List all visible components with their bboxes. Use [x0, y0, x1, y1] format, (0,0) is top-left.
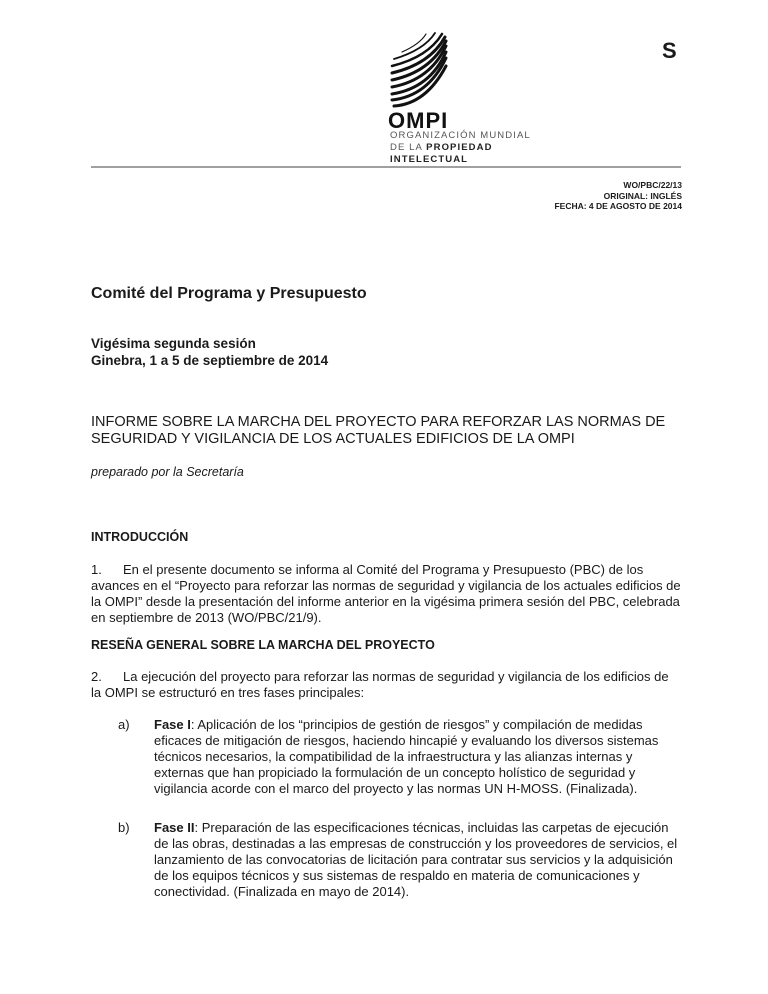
paragraph-number: 1. — [91, 562, 102, 577]
committee-name: Comité del Programa y Presupuesto — [91, 285, 367, 302]
paragraph-1 — [91, 562, 681, 626]
logo-subtitle: ORGANIZACIÓN MUNDIAL DE LA PROPIEDAD INTELECTUAL — [390, 130, 531, 165]
list-label: b) — [118, 820, 130, 835]
document-symbol: WO/PBC/22/13 — [623, 180, 682, 190]
list-item-phase-2 — [118, 820, 678, 900]
document-date: FECHA: 4 DE AGOSTO DE 2014 — [554, 201, 682, 211]
phase-name: Fase II — [154, 820, 195, 835]
list-item-phase-1 — [118, 717, 678, 797]
language-code: S — [662, 38, 677, 63]
paragraph-text: La ejecución del proyecto para reforzar las normas de seguridad y vigilancia de los edificios de la OMPI se estructuró en tres fases principales: — [91, 669, 669, 700]
original-language: ORIGINAL: INGLÉS — [603, 190, 682, 201]
ompi-logo — [388, 30, 578, 165]
document-metadata — [554, 180, 682, 212]
wipo-globe-icon — [390, 32, 460, 108]
header-divider — [91, 166, 681, 168]
paragraph-number: 2. — [91, 669, 102, 684]
prepared-by: preparado por la Secretaría — [91, 465, 244, 479]
section-heading-introduction: INTRODUCCIÓN — [91, 530, 189, 544]
list-label: a) — [118, 717, 130, 732]
logo-wordmark: OMPI — [388, 108, 449, 133]
section-heading-overview: RESEÑA GENERAL SOBRE LA MARCHA DEL PROYECTO — [91, 638, 435, 652]
session-info — [91, 335, 328, 369]
paragraph-text: En el presente documento se informa al Comité del Programa y Presupuesto (PBC) de los avances en el “Proyecto para reforzar las normas de seguridad y vigilancia de los actuales edificios de la OMPI” desde la presentación del informe anterior en la vigésima primera sesión del PBC, celebrada en septiembre de 2013 (WO/PBC/21/9). — [91, 562, 681, 625]
paragraph-2 — [91, 669, 681, 701]
phase-description: : Preparación de las especificaciones técnicas, incluidas las carpetas de ejecución de las obras, destinadas a las empresas de construcción y los proveedores de servicios, el lanzamiento de las convocatorias de licitación para contratar sus servicios y la adquisición de los equipos técnicos y sus sistemas de respaldo en materia de comunicaciones y conectividad. (Finalizada en mayo de 2014). — [154, 820, 678, 899]
session-place-date: Ginebra, 1 a 5 de septiembre de 2014 — [91, 353, 329, 368]
document-title: INFORME SOBRE LA MARCHA DEL PROYECTO PARA REFORZAR LAS NORMAS DE SEGURIDAD Y VIGILANCIA DE LOS ACTUALES EDIFICIOS DE LA OMPI — [91, 414, 666, 447]
phase-name: Fase I — [154, 717, 191, 732]
session-name: Vigésima segunda sesión — [91, 336, 256, 351]
phase-description: : Aplicación de los “principios de gestión de riesgos” y compilación de medidas eficaces de mitigación de riesgos, haciendo hincapié y evaluando los diversos sistemas técnicos necesarios, la compatibilidad de la infraestructura y las alianzas internas y externas que han propiciado la formulación de un concepto holístico de seguridad y vigilancia acorde con el marco del proyecto y las normas UN H-MOSS. (Finalizada). — [154, 717, 659, 796]
